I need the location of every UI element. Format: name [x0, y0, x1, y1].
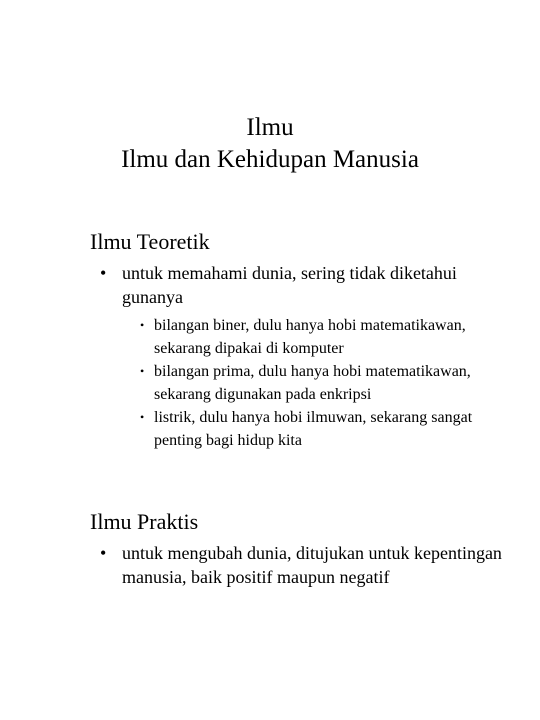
bullet-icon: •: [100, 543, 107, 563]
section-ilmu-praktis: [90, 508, 520, 589]
bullet-icon: •: [140, 318, 145, 332]
sub-list-item-text: bilangan prima, dulu hanya hobi matematikawan, sekarang digunakan pada enkripsi: [154, 363, 471, 403]
title-line-2: Ilmu dan Kehidupan Manusia: [121, 146, 419, 173]
sub-list-item: [134, 360, 520, 406]
bullet-icon: •: [140, 410, 145, 424]
list-item: [90, 541, 520, 589]
sub-list-item: [134, 406, 520, 452]
bullet-icon: •: [100, 263, 107, 283]
list-item-text: untuk memahami dunia, sering tidak diketahui gunanya: [122, 263, 457, 307]
list-item-text: untuk mengubah dunia, ditujukan untuk kepentingan manusia, baik positif maupun negatif: [122, 543, 502, 587]
sub-list-item: [134, 314, 520, 360]
section-heading: Ilmu Praktis: [90, 509, 199, 534]
sub-list-item-text: bilangan biner, dulu hanya hobi matematikawan, sekarang dipakai di komputer: [154, 317, 466, 357]
sub-list: [90, 314, 520, 452]
section-heading: Ilmu Teoretik: [90, 229, 210, 254]
title-line-1: Ilmu: [246, 114, 294, 141]
section-ilmu-teoretik: [90, 228, 520, 452]
list-item: [90, 261, 520, 309]
bullet-icon: •: [140, 364, 145, 378]
page-title: [0, 112, 540, 176]
sub-list-item-text: listrik, dulu hanya hobi ilmuwan, sekarang sangat penting bagi hidup kita: [154, 409, 473, 449]
